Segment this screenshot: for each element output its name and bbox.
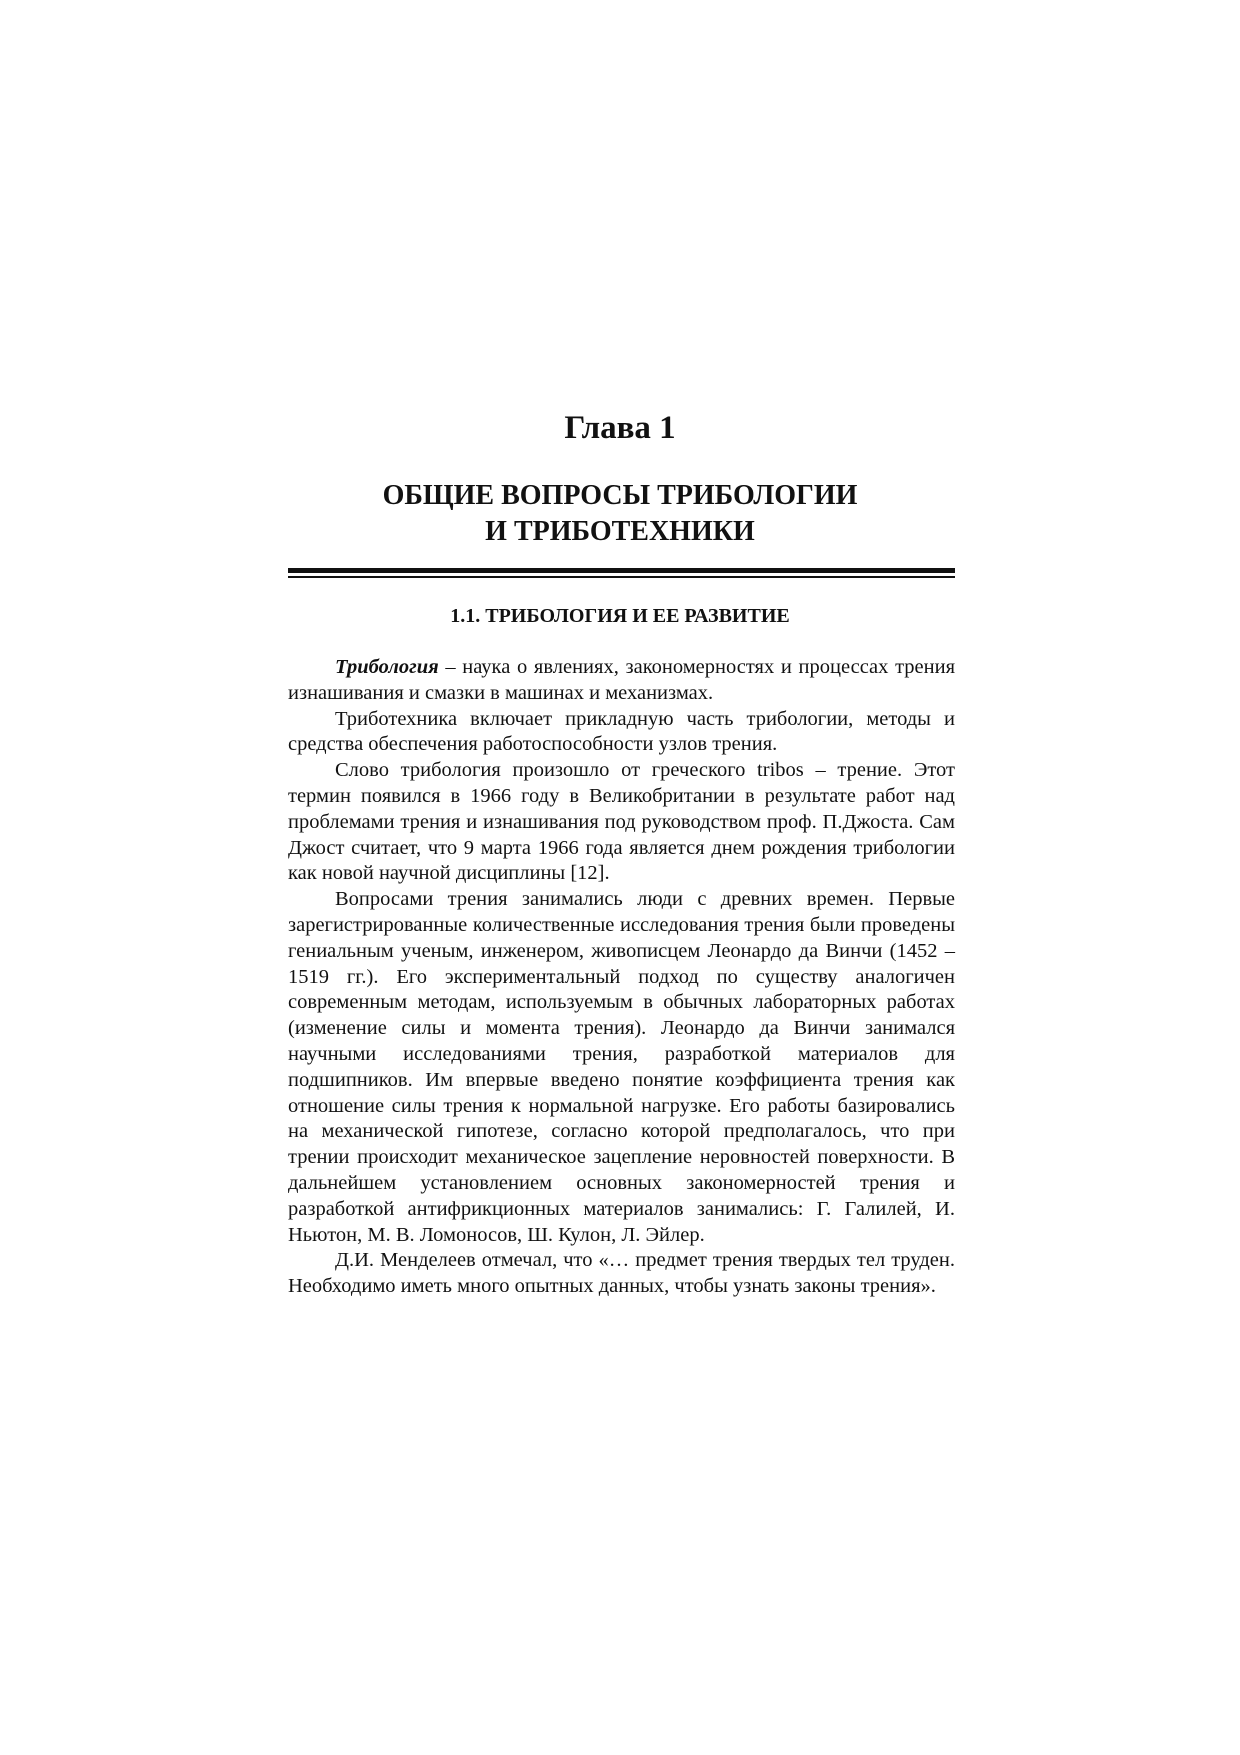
paragraph-history: Вопросами трения занимались люди с древних времен. Первые зарегистрированные количественные исследования трения были проведены гениальным ученым, инженером, живописцем Леонардо да Винчи (1452 – 1519 гг.). Его экспериментальный подход по существу аналогичен современным методам, используемым в обычных лабораторных работах (изменение силы и момента трения). Леонардо да Винчи занимался научными исследованиями трения, разработкой материалов для подшипников. Им впервые введено понятие коэффициента трения как отношение силы трения к нормальной нагрузке. Его работы базировались на механической гипотезе, согласно которой предполагалось, что при трении происходит механическое зацепление неровностей поверхности. В дальнейшем установлением основных закономерностей трения и разработкой антифрикционных материалов занимались: Г. Галилей, И. Ньютон, М. В. Ломоносов, Ш. Кулон, Л. Эйлер. [288,888,955,1246]
paragraph-tribotechnics: Триботехника включает прикладную часть трибологии, методы и средства обеспечения работоспособности узлов трения. [288,707,955,756]
section-title: 1.1. ТРИБОЛОГИЯ И ЕЕ РАЗВИТИЕ [450,605,790,627]
paragraph-word-origin: Слово трибология произошло от греческого tribos – трение. Этот термин появился в 1966 году в Великобритании в результате работ над проблемами трения и изнашивания под руководством проф. П.Джоста. Сам Джост считает, что 9 марта 1966 года является днем рождения трибологии как новой научной дисциплины [12]. [288,759,955,885]
chapter-title-line-1: ОБЩИЕ ВОПРОСЫ ТРИБОЛОГИИ [382,480,858,511]
chapter-title [0,478,1240,550]
chapter-label: Глава 1 [564,410,676,446]
chapter-divider [288,568,955,578]
chapter-title-line-2: И ТРИБОТЕХНИКИ [485,516,755,547]
term-tribology: Трибология [335,656,439,678]
divider-thick-line [288,568,955,573]
divider-thin-line [288,576,955,578]
paragraph-definition [288,655,955,707]
paragraph-definition-text: – наука о явлениях, закономерностях и процессах трения изнашивания и смазки в машинах и механизмах. [288,656,955,704]
body-text [288,655,955,1300]
paragraph-mendeleev-quote: Д.И. Менделеев отмечал, что «… предмет трения твердых тел труден. Необходимо иметь много опытных данных, чтобы узнать законы трения». [288,1249,955,1298]
